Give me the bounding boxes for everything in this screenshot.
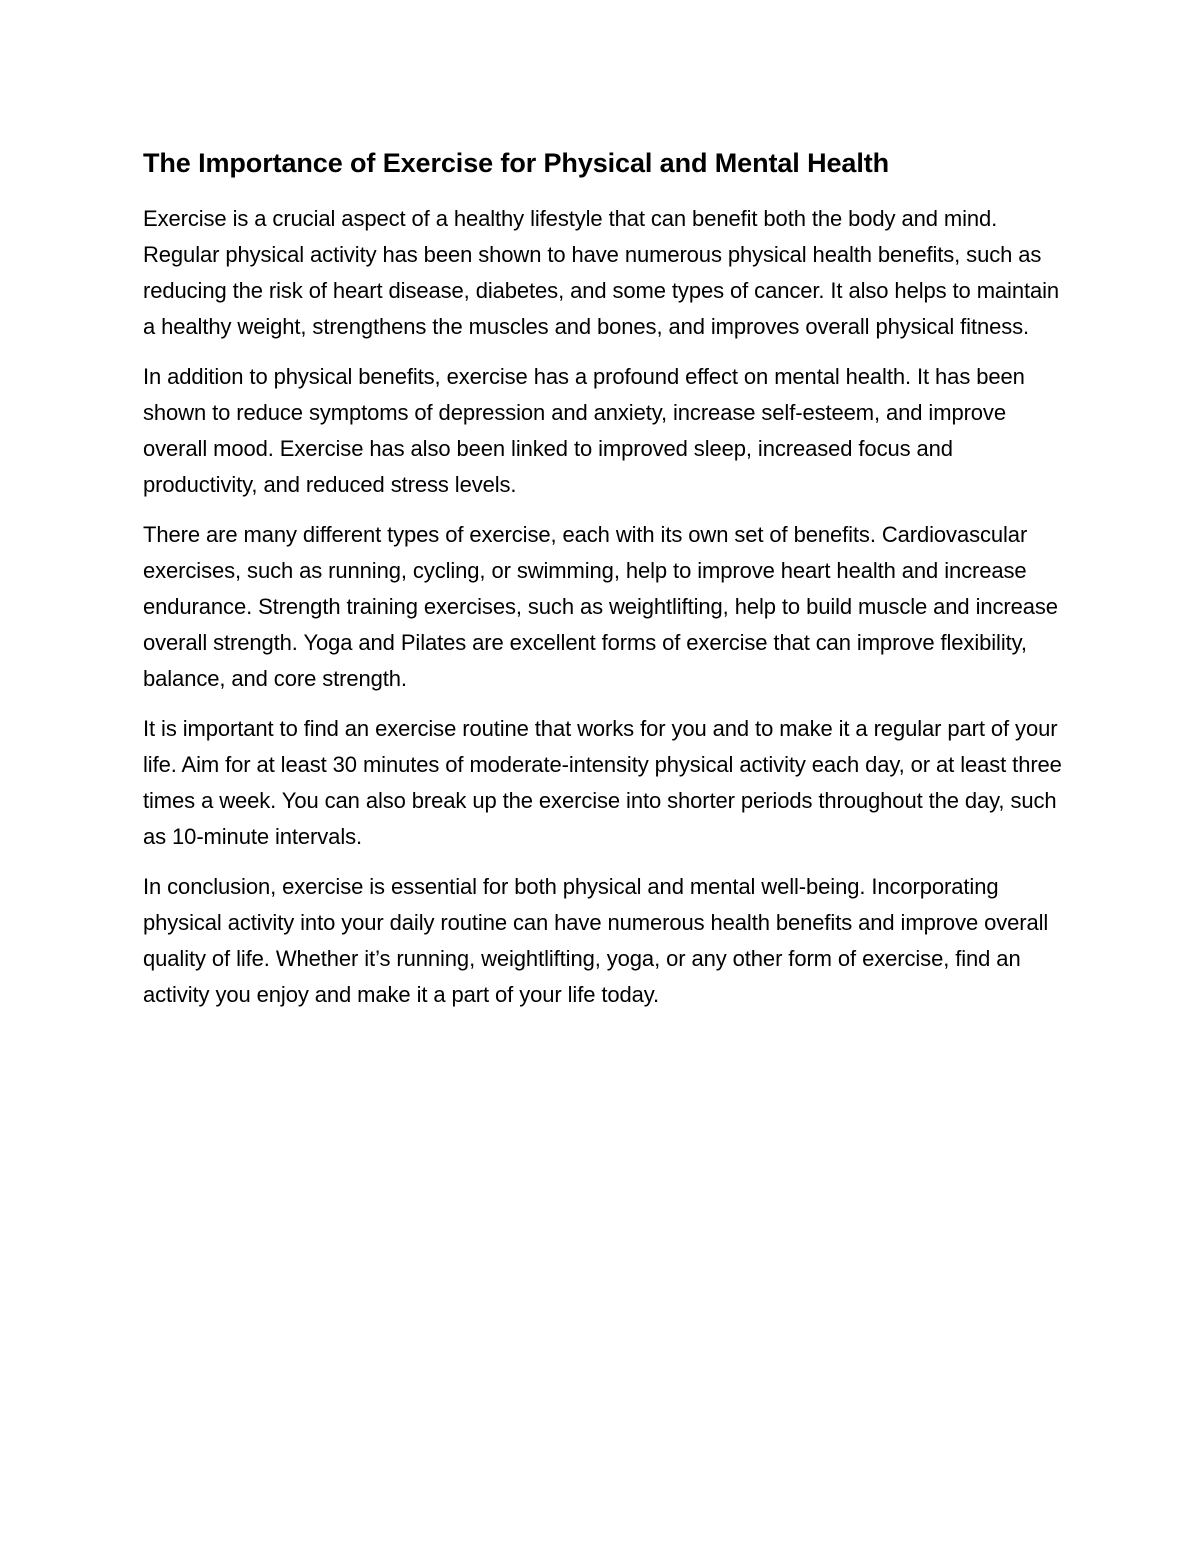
paragraph-1: Exercise is a crucial aspect of a healthy lifestyle that can benefit both the body and mind. Regular physical activity has been shown to have numerous physical health benefits, such as reducing the risk of heart disease, diabetes, and some types of cancer. It also helps to maintain a healthy weight, strengthens the muscles and bones, and improves overall physical fitness. bbox=[143, 206, 1060, 339]
paragraph-3: There are many different types of exercise, each with its own set of benefits. Cardiovascular exercises, such as running, cycling, or swimming, help to improve heart health and increase endurance. Strength training exercises, such as weightlifting, help to build muscle and increase overall strength. Yoga and Pilates are excellent forms of exercise that can improve flexibility, balance, and core strength. bbox=[143, 522, 1058, 691]
paragraph-4: It is important to find an exercise routine that works for you and to make it a regular part of your life. Aim for at least 30 minutes of moderate-intensity physical activity each day, or at least three times a week. You can also break up the exercise into shorter periods throughout the day, such as 10-minute intervals. bbox=[143, 716, 1062, 849]
paragraph-5: In conclusion, exercise is essential for both physical and mental well-being. Incorporating physical activity into your daily routine can have numerous health benefits and improve overall quality of life. Whether it’s running, weightlifting, yoga, or any other form of exercise, find an activity you enjoy and make it a part of your life today. bbox=[143, 874, 1049, 1007]
document-content bbox=[143, 143, 1073, 1027]
paragraph-2: In addition to physical benefits, exercise has a profound effect on mental health. It has been shown to reduce symptoms of depression and anxiety, increase self-esteem, and improve overall mood. Exercise has also been linked to improved sleep, increased focus and productivity, and reduced stress levels. bbox=[143, 364, 1025, 497]
document-title: The Importance of Exercise for Physical and Mental Health bbox=[143, 148, 890, 178]
